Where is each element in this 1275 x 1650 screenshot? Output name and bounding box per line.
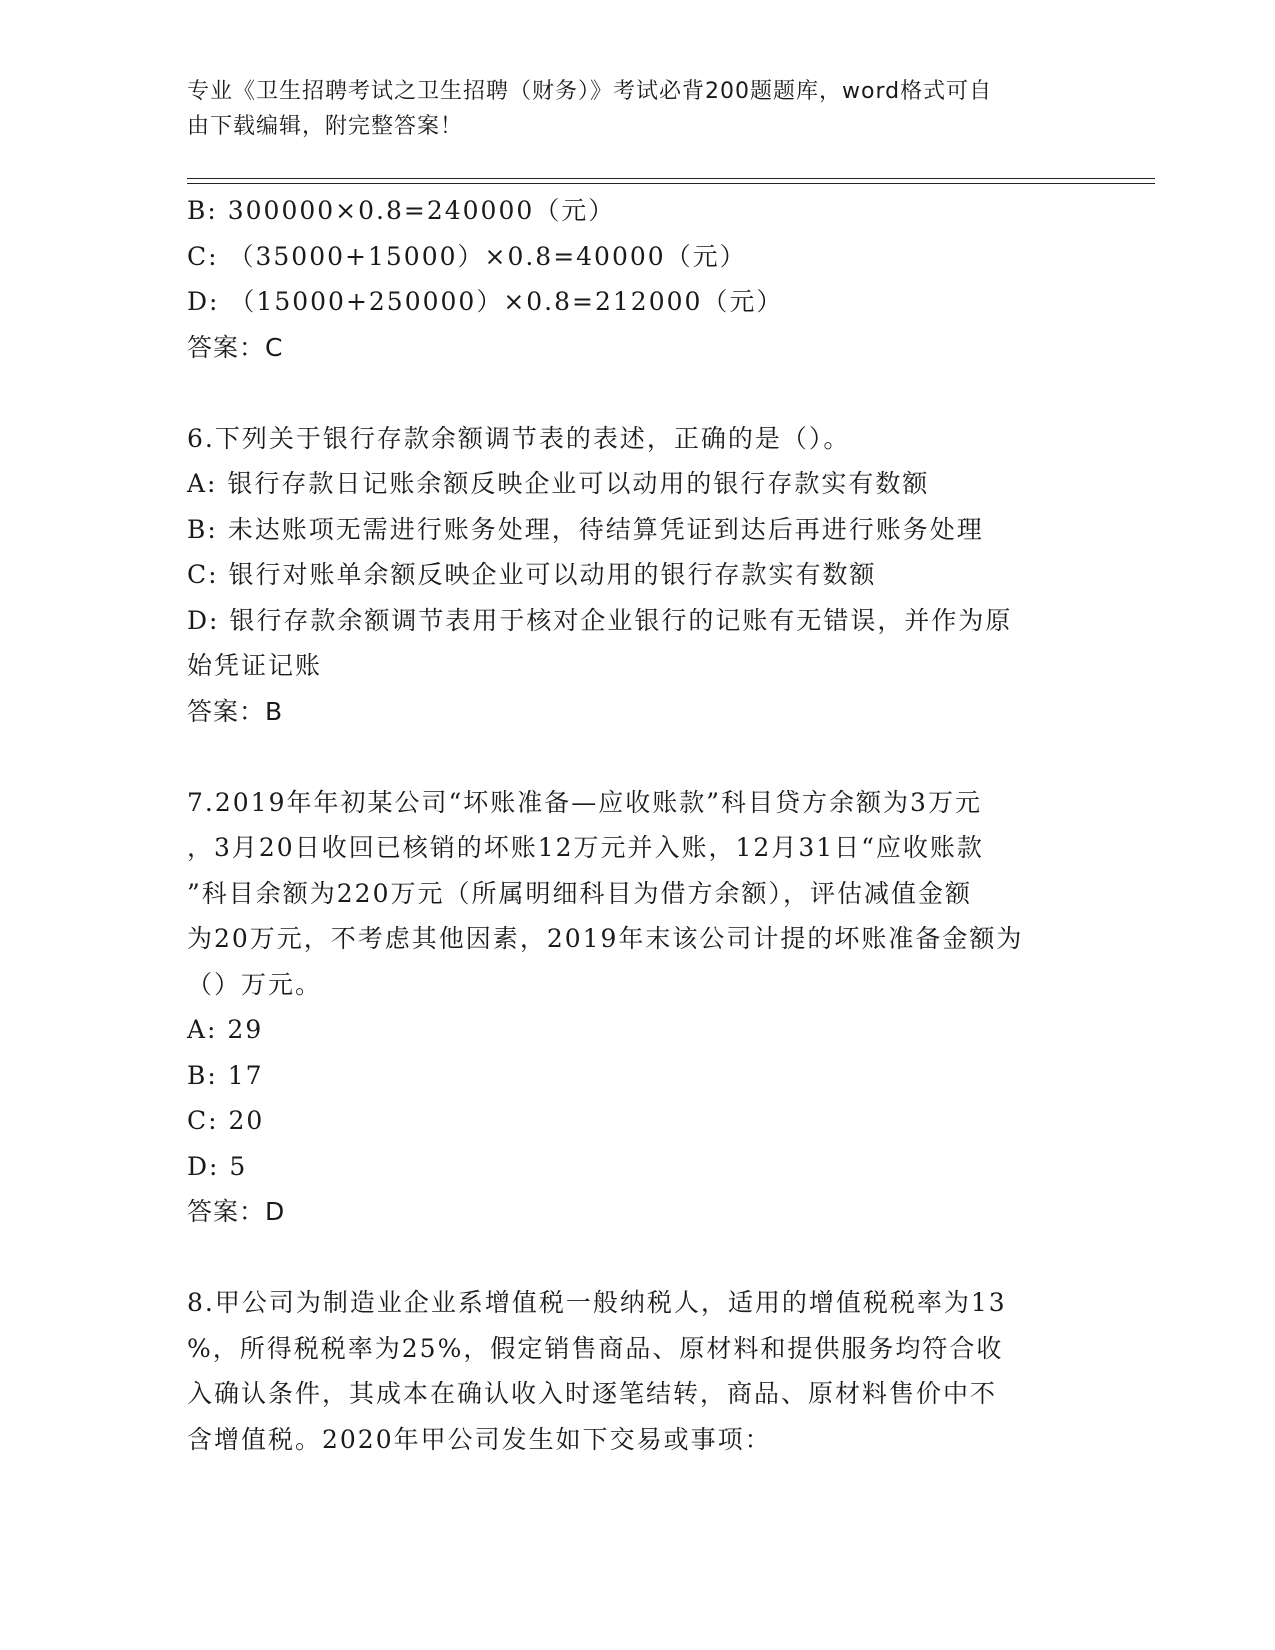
question-stem: 含增值税。2020年甲公司发生如下交易或事项： bbox=[187, 1424, 772, 1454]
question-stem: %，所得税税率为25%，假定销售商品、原材料和提供服务均符合收 bbox=[187, 1333, 1004, 1363]
header-line: 专业《卫生招聘考试之卫生招聘（财务）》考试必背200题题库，word格式可自 bbox=[187, 79, 993, 104]
option-d-continued: 始凭证记账 bbox=[187, 651, 323, 680]
document-header bbox=[187, 74, 1087, 144]
answer: 答案：D bbox=[187, 1197, 286, 1226]
question-stem: （）万元。 bbox=[187, 969, 323, 999]
answer: 答案：B bbox=[187, 696, 284, 726]
header-line: 由下载编辑，附完整答案！ bbox=[187, 114, 464, 139]
option-c: C: 银行对账单余额反映企业可以动用的银行存款实有数额 bbox=[187, 560, 877, 589]
option-d: D: 5 bbox=[187, 1151, 248, 1181]
option-d: D: 银行存款余额调节表用于核对企业银行的记账有无错误，并作为原 bbox=[187, 605, 1013, 635]
question-stem: ，3月20日收回已核销的坏账12万元并入账，12月31日“应收账款 bbox=[187, 833, 984, 862]
question-stem: 为20万元，不考虑其他因素，2019年末该公司计提的坏账准备金额为 bbox=[187, 924, 1024, 953]
question-7 bbox=[187, 780, 1087, 1235]
option-c: C: 20 bbox=[187, 1106, 265, 1135]
spacer bbox=[187, 370, 1087, 416]
question-6 bbox=[187, 416, 1087, 735]
question-5 bbox=[187, 188, 1087, 370]
option-b: B: 未达账项无需进行账务处理，待结算凭证到达后再进行账务处理 bbox=[187, 514, 984, 544]
option-c: C: （35000+15000）×0.8=40000（元） bbox=[187, 241, 747, 271]
question-stem: 7.2019年年初某公司“坏账准备—应收账款”科目贷方余额为3万元 bbox=[187, 787, 982, 817]
option-b: B: 300000×0.8=240000（元） bbox=[187, 196, 616, 225]
header-divider bbox=[187, 183, 1155, 184]
option-b: B: 17 bbox=[187, 1060, 264, 1090]
header-divider bbox=[187, 178, 1155, 179]
question-stem: ”科目余额为220万元（所属明细科目为借方余额），评估减值金额 bbox=[187, 878, 973, 908]
option-a: A: 29 bbox=[187, 1015, 264, 1044]
question-8 bbox=[187, 1280, 1087, 1462]
question-stem: 8.甲公司为制造业企业系增值税一般纳税人，适用的增值税税率为13 bbox=[187, 1288, 1007, 1317]
spacer bbox=[187, 734, 1087, 780]
option-a: A: 银行存款日记账余额反映企业可以动用的银行存款实有数额 bbox=[187, 469, 930, 498]
option-d: D: （15000+250000）×0.8=212000（元） bbox=[187, 287, 784, 316]
question-stem: 入确认条件，其成本在确认收入时逐笔结转，商品、原材料售价中不 bbox=[187, 1379, 998, 1408]
answer: 答案：C bbox=[187, 332, 284, 362]
question-stem: 6.下列关于银行存款余额调节表的表述，正确的是（）。 bbox=[187, 423, 851, 453]
question-list bbox=[187, 188, 1087, 1462]
spacer bbox=[187, 1235, 1087, 1281]
